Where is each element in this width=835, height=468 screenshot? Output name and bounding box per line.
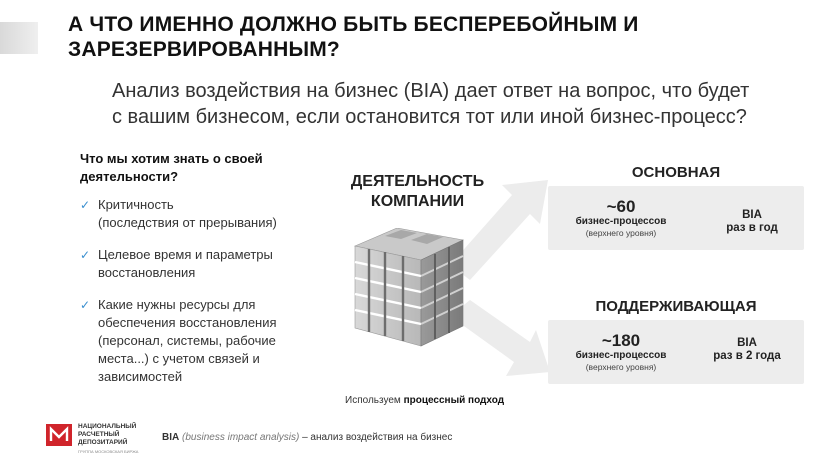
footnote-definition: – анализ воздействия на бизнес [302, 432, 453, 443]
building-icon [345, 228, 475, 348]
subtitle-line-1: Анализ воздействия на бизнес (BIA) дает ответ на вопрос, что будет [112, 80, 750, 102]
main-count-value: ~60 [606, 197, 636, 216]
checklist-item-text: восстановления [98, 265, 196, 280]
footnote-expansion: (business impact analysis) [182, 432, 300, 443]
subtitle-line-2: с вашим бизнесом, если остановится тот или иной бизнес-процесс? [112, 106, 747, 128]
footnote-abbr: BIA [162, 432, 180, 443]
checkmark-icon: ✓ [80, 298, 91, 312]
support-count-sub: (верхнего уровня) [585, 362, 657, 372]
main-count-label: бизнес-процессов [575, 216, 667, 227]
method-bold: процессный подход [403, 395, 505, 406]
main-bia-label: BIA [742, 209, 762, 221]
support-activity-title: ПОДДЕРЖИВАЮЩАЯ [595, 298, 757, 315]
checklist-item-text: Критичность [98, 197, 174, 212]
company-label-line-1: ДЕЯТЕЛЬНОСТЬ [350, 173, 485, 190]
checklist-item-resources [80, 296, 320, 386]
checklist-item-recovery-time [80, 246, 320, 282]
main-activity-title: ОСНОВНАЯ [631, 164, 721, 181]
method-note [345, 395, 504, 406]
org-tagline: ГРУППА МОСКОВСКАЯ БИРЖА [78, 449, 139, 454]
checklist-item-text: обеспечения восстановления [98, 315, 277, 330]
slide-title: А ЧТО ИМЕННО ДОЛЖНО БЫТЬ БЕСПЕРЕБОЙНЫМ И ЗАРЕЗЕРВИРОВАННЫМ? [68, 13, 639, 61]
checklist-item-text: Какие нужны ресурсы для [98, 297, 256, 312]
main-process-count [566, 198, 676, 239]
support-bia-frequency [690, 337, 804, 363]
title-accent-bar [0, 22, 38, 54]
support-count-label: бизнес-процессов [575, 350, 667, 361]
question-heading: Что мы хотим знать о своей деятельности? [80, 151, 263, 184]
company-label-line-2: КОМПАНИИ [370, 193, 465, 210]
support-bia-period: раз в 2 года [713, 350, 781, 362]
slide-subtitle [112, 78, 812, 130]
bia-footnote [162, 432, 452, 443]
checklist-item-criticality [80, 196, 320, 232]
org-name-line-3: ДЕПОЗИТАРИЙ [78, 439, 128, 446]
checklist-item-text: зависимостей [98, 369, 183, 384]
nrd-logo-icon [46, 424, 72, 446]
org-name [78, 423, 158, 447]
main-count-sub: (верхнего уровня) [585, 228, 657, 238]
main-bia-frequency [700, 209, 804, 235]
org-name-line-1: НАЦИОНАЛЬНЫЙ [78, 423, 137, 430]
org-name-line-2: РАСЧЕТНЫЙ [78, 431, 120, 438]
checklist-item-text: Целевое время и параметры [98, 247, 273, 262]
checklist-item-text: места...) с учетом связей и [98, 351, 260, 366]
checklist-item-text: (последствия от прерывания) [98, 215, 277, 230]
support-count-value: ~180 [601, 331, 641, 350]
main-bia-period: раз в год [726, 222, 778, 234]
support-process-count [566, 332, 676, 373]
checklist [80, 196, 320, 400]
checkmark-icon: ✓ [80, 248, 91, 262]
checkmark-icon: ✓ [80, 198, 91, 212]
support-bia-label: BIA [737, 337, 757, 349]
method-prefix: Используем [345, 395, 401, 406]
checklist-item-text: (персонал, системы, рабочие [98, 333, 276, 348]
